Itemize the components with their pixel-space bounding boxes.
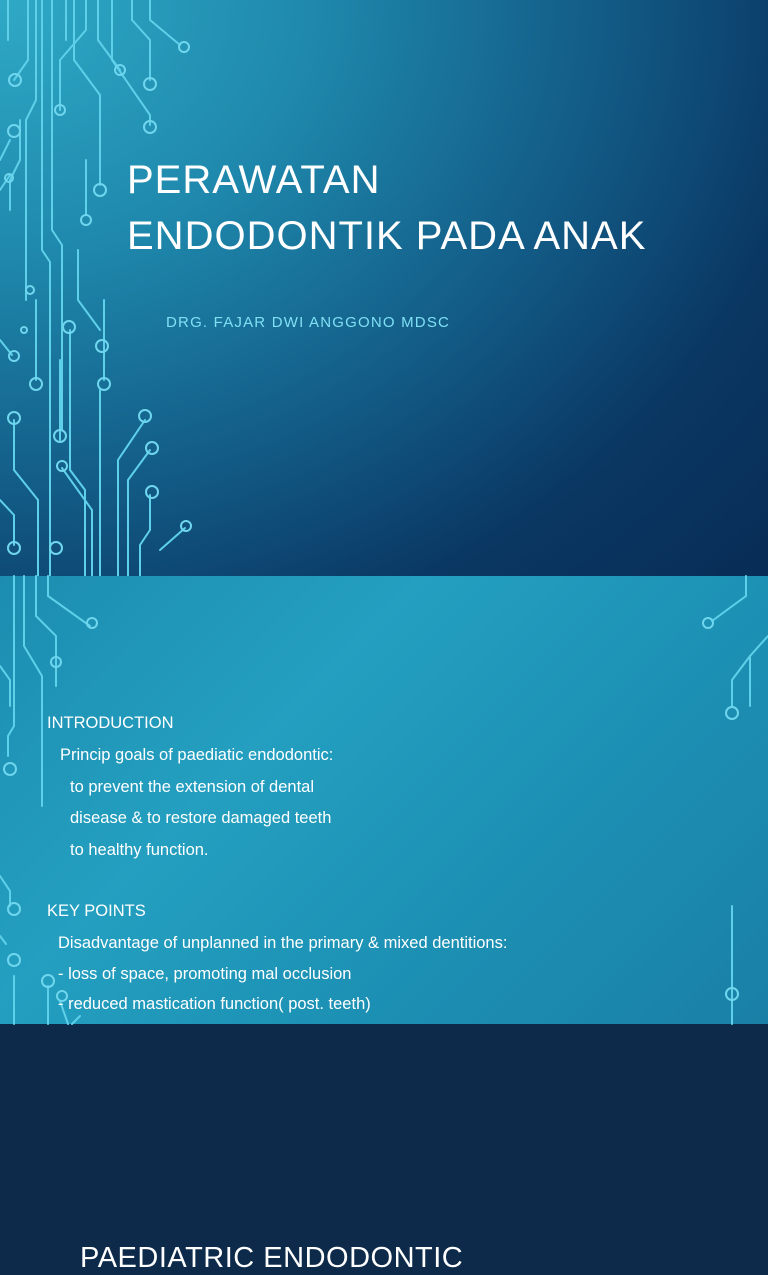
intro-line-3: disease & to restore damaged teeth [70, 809, 332, 827]
title-slide [0, 0, 768, 576]
key-points-label: KEY POINTS [47, 902, 146, 920]
author-name: DRG. FAJAR DWI ANGGONO MDSC [166, 314, 451, 331]
introduction-label: INTRODUCTION [47, 714, 174, 732]
intro-line-2: to prevent the extension of dental [70, 778, 315, 796]
presentation-title [127, 152, 646, 264]
slide-heading: PAEDIATRIC ENDODONTIC [80, 1242, 464, 1274]
key-point-line-3: - reduced mastication function( post. teeth) [58, 995, 371, 1013]
circuit-decoration-icon [0, 576, 768, 1024]
intro-line-1: Princip goals of paediatic endodontic: [60, 746, 334, 764]
title-line-2: ENDODONTIK PADA ANAK [127, 214, 647, 258]
intro-line-4: to healthy function. [70, 841, 209, 859]
content-slide [0, 576, 768, 1274]
circuit-decoration-icon [0, 0, 230, 576]
title-line-1: PERAWATAN [127, 158, 381, 202]
key-point-line-2: - loss of space, promoting mal occlusion [58, 965, 352, 983]
key-point-line-1: Disadvantage of unplanned in the primary & mixed dentitions: [58, 934, 508, 952]
